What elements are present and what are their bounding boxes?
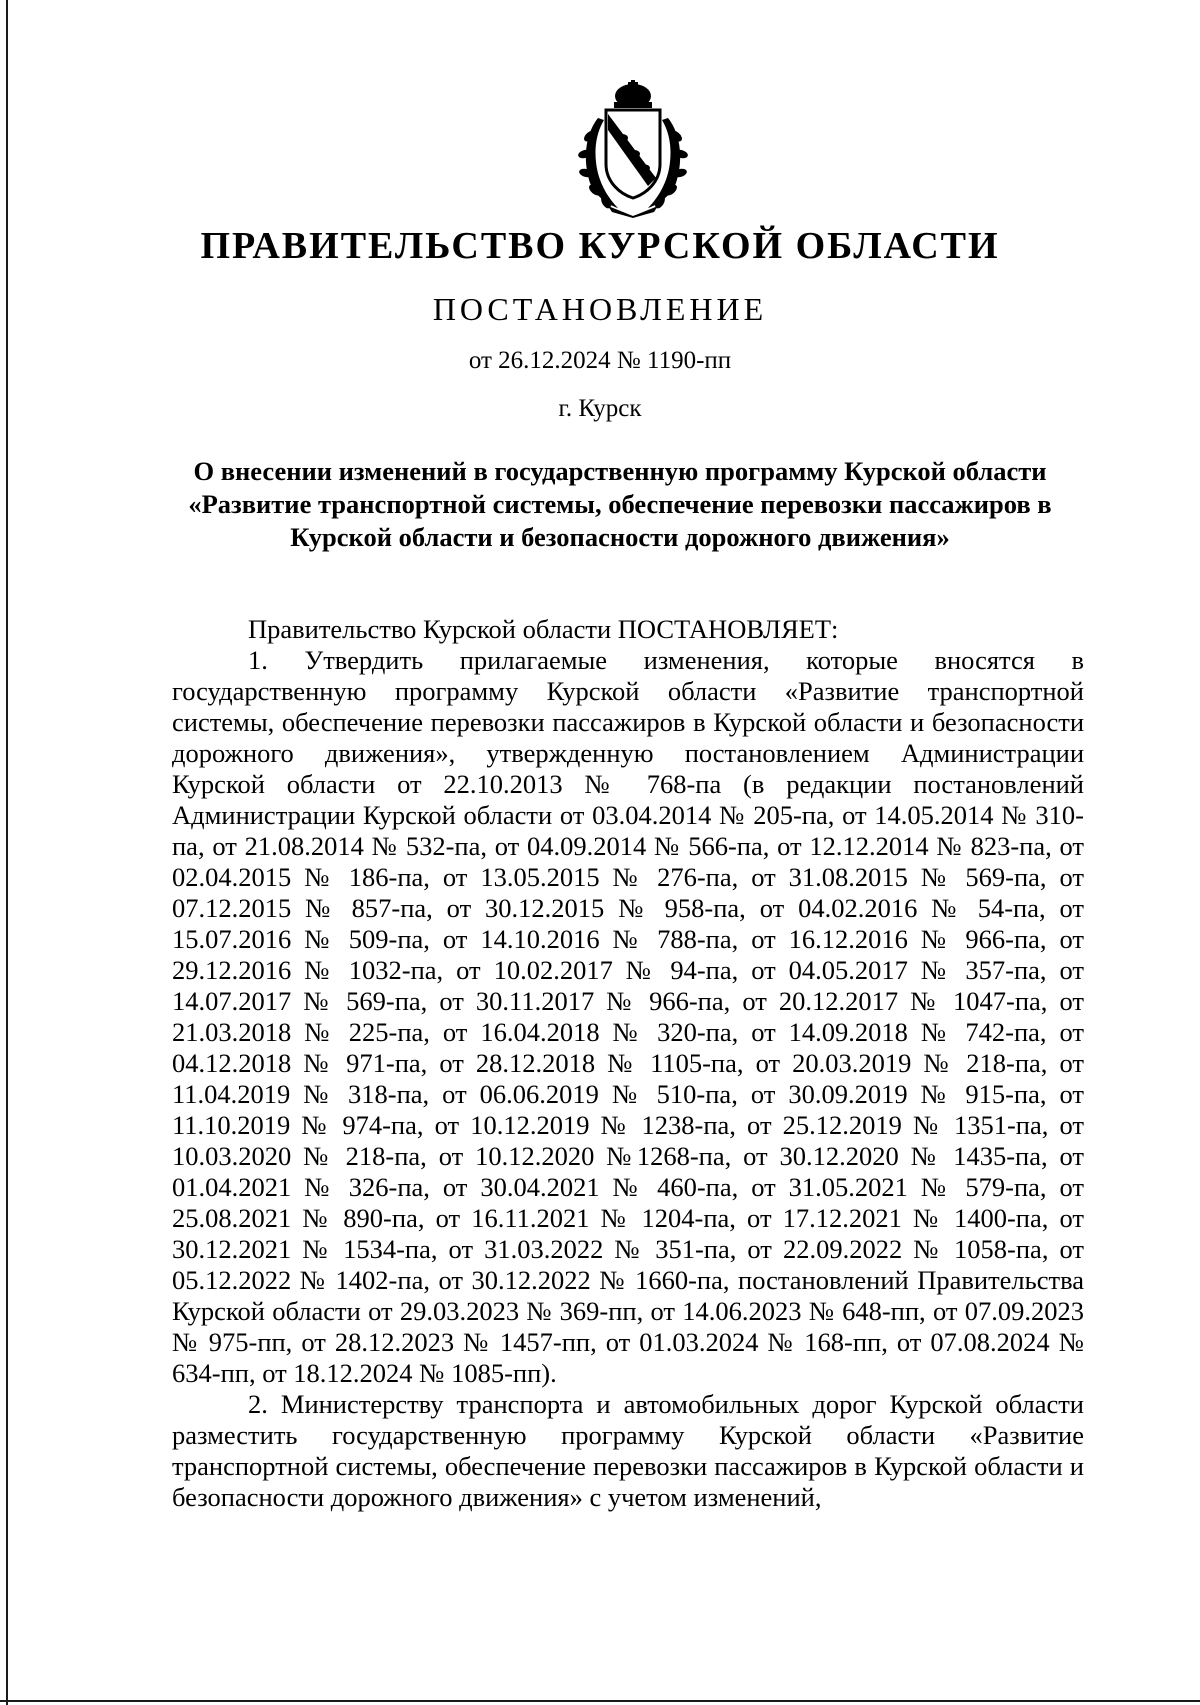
body-paragraph-1: 1. Утвердить прилагаемые изменения, которые вносятся в государственную программу Курской области «Развитие транспортной системы, обеспечение перевозки пассажиров в Курской области и безопасности дорожного движения», утвержденную постановлением Администрации Курской области от 22.10.2013 № 768-па (в редакции постановлений Администрации Курской области от 03.04.2014 № 205-па, от 14.05.2014 № 310-па, от 21.08.2014 № 532-па, от 04.09.2014 № 566-па, от 12.12.2014 № 823-па, от 02.04.2015 № 186-па, от 13.05.2015 № 276-па, от 31.08.2015 № 569-па, от 07.12.2015 № 857-па, от 30.12.2015 № 958-па, от 04.02.2016 № 54-па, от 15.07.2016 № 509-па, от 14.10.2016 № 788-па, от 16.12.2016 № 966-па, от 29.12.2016 № 1032-па, от 10.02.2017 № 94-па, от 04.05.2017 № 357-па, от 14.07.2017 № 569-па, от 30.11.2017 № 966-па, от 20.12.2017 № 1047-па, от 21.03.2018 № 225-па, от 16.04.2018 № 320-па, от 14.09.2018 № 742-па, от 04.12.2018 № 971-па, от 28.12.2018 № 1105-па, от 20.03.2019 № 218-па, от 11.04.2019 № 318-па, от 06.06.2019 № 510-па, от 30.09.2019 № 915-па, от 11.10.2019 № 974-па, от 10.12.2019 № 1238-па, от 25.12.2019 № 1351-па, от 10.03.2020 № 218-па, от 10.12.2020 №1268-па, от 30.12.2020 № 1435-па, от 01.04.2021 № 326-па, от 30.04.2021 № 460-па, от 31.05.2021 № 579-па, от 25.08.2021 № 890-па, от 16.11.2021 № 1204-па, от 17.12.2021 № 1400-па, от 30.12.2021 № 1534-па, от 31.03.2022 № 351-па, от 22.09.2022 № 1058-па, от 05.12.2022 № 1402-па, от 30.12.2022 № 1660-па, постановлений Правительства Курской области от 29.03.2023 № 369-пп, от 14.06.2023 № 648-пп, от 07.09.2023 № 975-пп, от 28.12.2023 № 1457-пп, от 01.03.2024 № 168-пп, от 07.08.2024 № 634-пп, от 18.12.2024 № 1085-пп).: [172, 645, 1084, 1388]
body-paragraph-2: 2. Министерству транспорта и автомобильных дорог Курской области разместить государственную программу Курской области «Развитие транспортной системы, обеспечение перевозки пассажиров в Курской области и безопасности дорожного движения» с учетом изменений,: [172, 1389, 1084, 1512]
document-type: ПОСТАНОВЛЕНИЕ: [432, 291, 768, 327]
government-title: ПРАВИТЕЛЬСТВО КУРСКОЙ ОБЛАСТИ: [200, 225, 1000, 267]
document-body: [172, 614, 1084, 1513]
document-city: г. Курск: [558, 395, 642, 422]
scan-border-bottom: [0, 1700, 1200, 1702]
body-intro: Правительство Курской области ПОСТАНОВЛЯЕТ:: [248, 614, 839, 644]
document-number: от 26.12.2024 № 1190-пп: [468, 347, 732, 374]
document-subject: О внесении изменений в государственную программу Курской области «Развитие транспортной системы, обеспечение перевозки пассажиров в Курской области и безопасности дорожного движения»: [188, 456, 1052, 552]
kursk-coat-of-arms-icon: [568, 78, 698, 218]
